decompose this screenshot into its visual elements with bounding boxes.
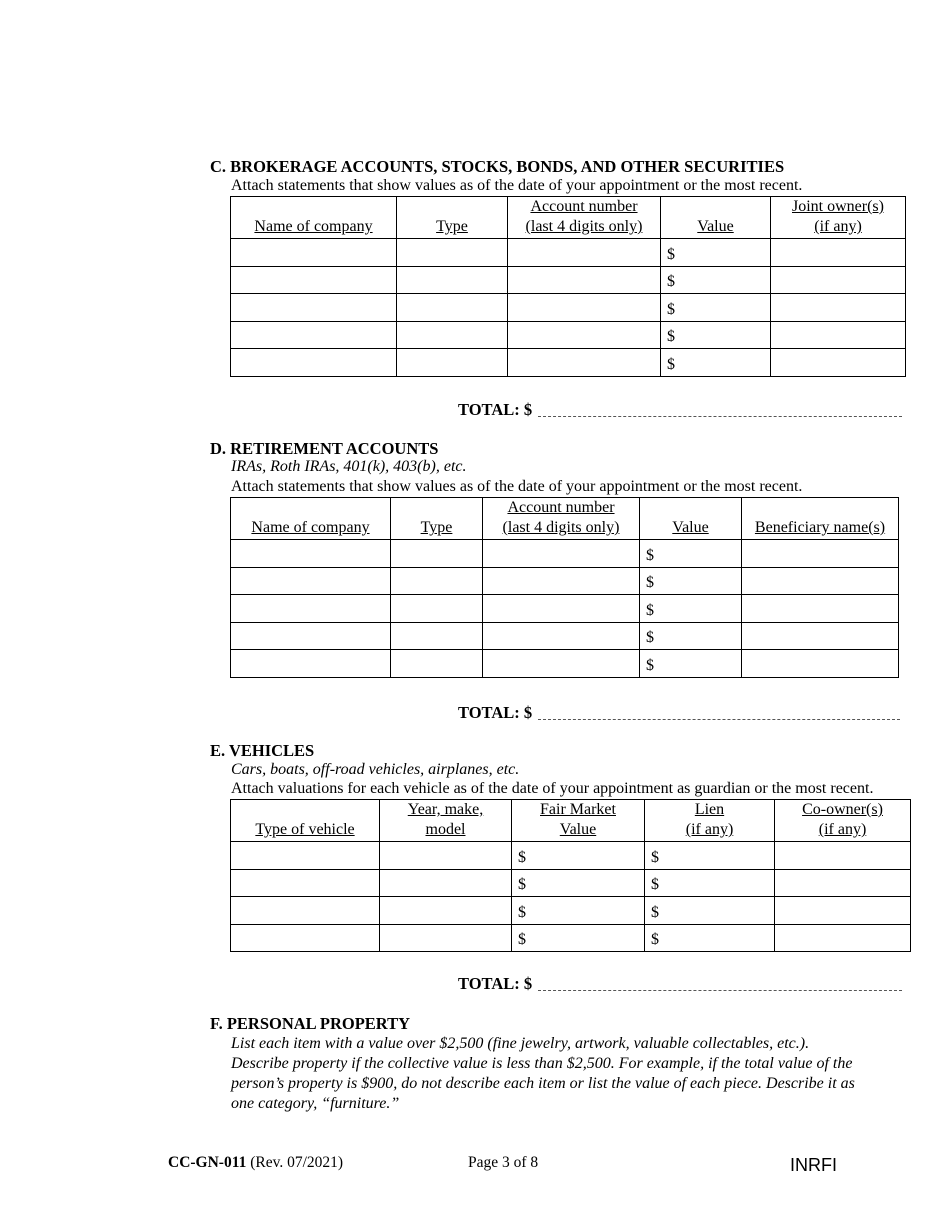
account-cell[interactable] [508,239,661,267]
table-row [231,924,911,952]
type-cell[interactable] [391,567,483,595]
name-cell[interactable] [231,239,397,267]
table-row [231,650,899,678]
account-cell[interactable] [483,595,640,623]
value-cell[interactable]: $ [661,321,771,349]
value-cell[interactable]: $ [661,239,771,267]
vehicles-table [230,799,911,952]
section-d-total-field[interactable] [538,719,900,720]
account-cell[interactable] [483,540,640,568]
section-d-heading: D. RETIREMENT ACCOUNTS [210,439,439,458]
table-row [231,567,899,595]
section-f-description [231,1034,921,1114]
beneficiary-cell[interactable] [742,622,899,650]
value-cell[interactable]: $ [661,294,771,322]
col-type: Type [397,197,508,239]
page-number: Page 3 of 8 [468,1154,539,1171]
value-cell[interactable]: $ [640,595,742,623]
co-owner-cell[interactable] [775,897,911,925]
owner-cell[interactable] [771,266,906,294]
account-cell[interactable] [483,650,640,678]
type-cell[interactable] [397,239,508,267]
col-value: Value [640,498,742,540]
section-d-subtitle: IRAs, Roth IRAs, 401(k), 403(b), etc. [231,458,467,475]
type-cell[interactable] [397,294,508,322]
col-name-of-company: Name of company [231,197,397,239]
section-e-total-field[interactable] [538,990,902,991]
name-cell[interactable] [231,349,397,377]
co-owner-cell[interactable] [775,924,911,952]
co-owner-cell[interactable] [775,869,911,897]
lien-cell[interactable]: $ [645,924,775,952]
value-cell[interactable]: $ [661,266,771,294]
owner-cell[interactable] [771,321,906,349]
account-cell[interactable] [483,567,640,595]
vehicle-cell[interactable] [231,842,380,870]
section-c-instruction: Attach statements that show values as of the date of your appointment or the most recent. [231,177,803,194]
table-row [231,266,906,294]
name-cell[interactable] [231,595,391,623]
section-f-heading: F. PERSONAL PROPERTY [210,1014,411,1033]
table-row [231,622,899,650]
col-type-of-vehicle: Type of vehicle [231,800,380,842]
value-cell[interactable]: $ [640,622,742,650]
section-d-instruction: Attach statements that show values as of the date of your appointment or the most recent. [231,478,803,495]
table-row [231,869,911,897]
type-cell[interactable] [397,266,508,294]
col-year-make-model: Year, make, model [380,800,512,842]
col-account-number: Account number (last 4 digits only) [483,498,640,540]
beneficiary-cell[interactable] [742,650,899,678]
col-value: Value [661,197,771,239]
section-c-total-label: TOTAL: $ [458,400,533,419]
form-revision: (Rev. 07/2021) [250,1154,344,1171]
account-cell[interactable] [508,349,661,377]
name-cell[interactable] [231,567,391,595]
table-row [231,897,911,925]
beneficiary-cell[interactable] [742,540,899,568]
name-cell[interactable] [231,540,391,568]
beneficiary-cell[interactable] [742,567,899,595]
vehicle-cell[interactable] [231,869,380,897]
lien-cell[interactable]: $ [645,842,775,870]
name-cell[interactable] [231,266,397,294]
brokerage-table [230,196,906,377]
type-cell[interactable] [391,595,483,623]
table-row [231,349,906,377]
model-cell[interactable] [380,869,512,897]
type-cell[interactable] [397,349,508,377]
owner-cell[interactable] [771,239,906,267]
retirement-table [230,497,899,678]
lien-cell[interactable]: $ [645,869,775,897]
fmv-cell[interactable]: $ [512,897,645,925]
table-row [231,239,906,267]
value-cell[interactable]: $ [640,567,742,595]
col-co-owners: Co-owner(s) (if any) [775,800,911,842]
fmv-cell[interactable]: $ [512,869,645,897]
table-row [231,842,911,870]
name-cell[interactable] [231,321,397,349]
value-cell[interactable]: $ [640,650,742,678]
account-cell[interactable] [483,622,640,650]
table-row [231,321,906,349]
lien-cell[interactable]: $ [645,897,775,925]
type-cell[interactable] [391,650,483,678]
account-cell[interactable] [508,266,661,294]
col-type: Type [391,498,483,540]
col-lien: Lien (if any) [645,800,775,842]
section-d-total-label: TOTAL: $ [458,703,533,722]
type-cell[interactable] [391,540,483,568]
section-f-line: person’s property is $900, do not describe each item or list the value of each piece. Describe it as [231,1075,855,1092]
vehicle-cell[interactable] [231,924,380,952]
col-fair-market-value: Fair Market Value [512,800,645,842]
section-c-total-field[interactable] [538,416,902,417]
col-joint-owners: Joint owner(s) (if any) [771,197,906,239]
owner-cell[interactable] [771,294,906,322]
name-cell[interactable] [231,650,391,678]
value-cell[interactable]: $ [640,540,742,568]
section-f-line: Describe property if the collective value is less than $2,500. For example, if the total value of the [231,1055,853,1072]
col-account-number: Account number (last 4 digits only) [508,197,661,239]
form-id: CC-GN-011 [168,1154,247,1171]
section-e-instruction: Attach valuations for each vehicle as of the date of your appointment as guardian or the most recent. [231,780,874,797]
section-f-line: one category, “furniture.” [231,1095,400,1112]
fmv-cell[interactable]: $ [512,924,645,952]
footer-form-id [168,1154,343,1172]
co-owner-cell[interactable] [775,842,911,870]
table-row [231,540,899,568]
table-row [231,595,899,623]
name-cell[interactable] [231,294,397,322]
model-cell[interactable] [380,897,512,925]
owner-cell[interactable] [771,349,906,377]
table-row [231,294,906,322]
account-cell[interactable] [508,294,661,322]
type-cell[interactable] [391,622,483,650]
col-name-of-company: Name of company [231,498,391,540]
account-cell[interactable] [508,321,661,349]
type-cell[interactable] [397,321,508,349]
footer-mark: INRFI [790,1155,837,1175]
name-cell[interactable] [231,622,391,650]
col-beneficiary: Beneficiary name(s) [742,498,899,540]
vehicle-cell[interactable] [231,897,380,925]
model-cell[interactable] [380,924,512,952]
value-cell[interactable]: $ [661,349,771,377]
section-e-total-label: TOTAL: $ [458,974,533,993]
section-e-subtitle: Cars, boats, off-road vehicles, airplanes, etc. [231,761,520,778]
fmv-cell[interactable]: $ [512,842,645,870]
section-e-heading: E. VEHICLES [210,741,315,760]
section-f-line: List each item with a value over $2,500 (fine jewelry, artwork, valuable collectables, etc.). [231,1035,810,1052]
beneficiary-cell[interactable] [742,595,899,623]
section-c-heading: C. BROKERAGE ACCOUNTS, STOCKS, BONDS, AND OTHER SECURITIES [210,157,785,176]
model-cell[interactable] [380,842,512,870]
